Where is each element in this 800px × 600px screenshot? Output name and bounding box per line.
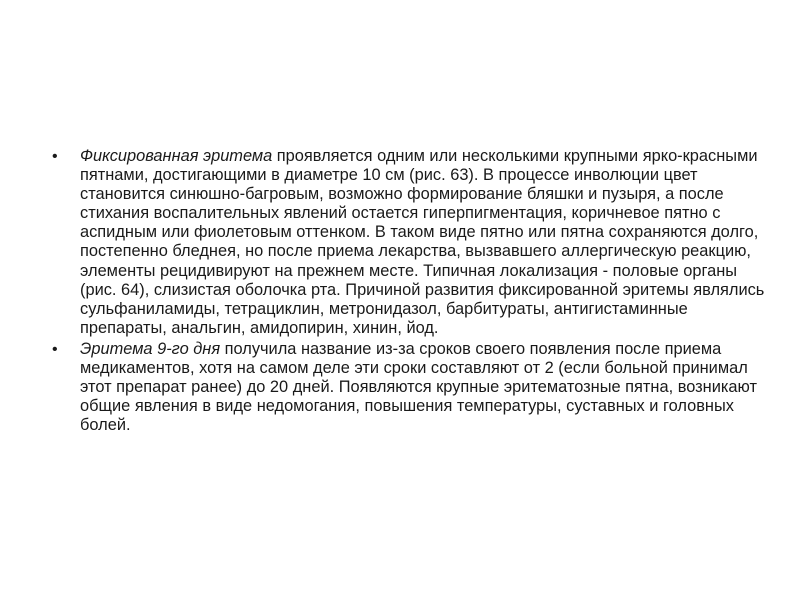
bullet-marker: • [52,340,58,358]
bullet-marker: • [52,148,58,165]
bullet-list [52,147,768,437]
term-fixed-erythema: Фиксированная эритема [80,147,273,165]
paragraph-fixed-erythema: проявляется одним или несколькими крупными ярко-красными пятнами, достигающими в диаметре 10 см (рис. 63). В процессе инволюции цвет становится синюшно-багровым, возможно формирование бляшки и пузыря, а после стихания воспалительных явлений остается гиперпигментация, коричневое пятно с аспидным или фиолетовым оттенком. В таком виде пятно или пятна сохраняются долго, постепенно бледнея, но после приема лекарства, вызвавшего аллергическую реакцию, элементы рецидивируют на прежнем месте. Типичная локализация - половые органы (рис. 64), слизистая оболочка рта. Причиной развития фиксированной эритемы являлись сульфаниламиды, тетрациклин, метронидазол, барбитураты, антигистаминные препараты, анальгин, амидопирин, хинин, йод. [80,147,765,337]
bullet-item-fixed-erythema [52,147,768,338]
term-ninth-day-erythema: Эритема 9-го дня [80,339,221,358]
paragraph-ninth-day-erythema: получила название из-за сроков своего появления после приема медикаментов, хотя на самом деле эти сроки составляют от 2 (если больной принимал этот препарат ранее) до 20 дней. Появляются крупные эритематозные пятна, возникают общие явления в виде недомогания, повышения температуры, суставных и головных болей. [80,339,757,435]
bullet-item-ninth-day-erythema [52,340,768,435]
